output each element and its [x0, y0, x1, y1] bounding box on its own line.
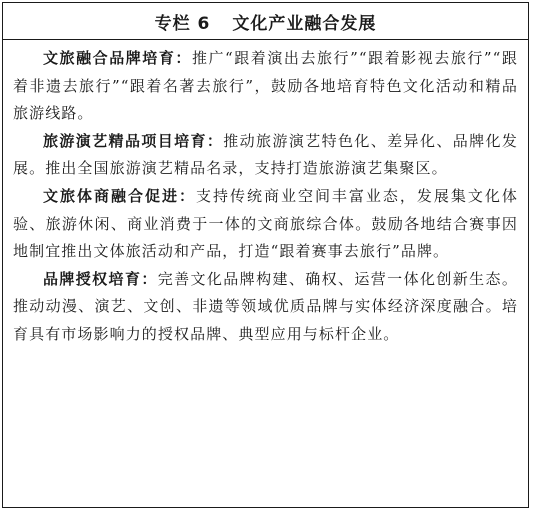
- section-heading: 旅游演艺精品项目培育：: [43, 131, 224, 150]
- section-licensing: [13, 266, 518, 349]
- section-body: 支持传统商业空间丰富业态，发展集文化体验、旅游休闲、商业消费于一体的文商旅综合体。鼓励各地结合赛事因地制宜推出文体旅活动和产品，打造“跟着赛事去旅行”品牌。: [13, 186, 518, 261]
- section-heading: 文旅融合品牌培育：: [43, 49, 192, 67]
- column-number: 专栏 6: [154, 13, 211, 34]
- column-header: [3, 3, 528, 40]
- section-heading: 文旅体商融合促进：: [43, 186, 196, 205]
- column-title: 文化产业融合发展: [232, 13, 377, 34]
- column-content: [3, 40, 528, 349]
- feature-column-box: [2, 2, 529, 508]
- section-body: 推广“跟着演出去旅行”“跟着影视去旅行”“跟着非遗去旅行”“跟着名著去旅行”，鼓励各地培育特色文化活动和精品旅游线路。: [13, 49, 518, 123]
- section-performing-arts: [13, 128, 518, 183]
- section-heading: 品牌授权培育：: [43, 269, 158, 288]
- section-integration: [13, 183, 518, 266]
- section-body: 推动旅游演艺特色化、差异化、品牌化发展。推出全国旅游演艺精品名录，支持打造旅游演艺集聚区。: [13, 131, 518, 178]
- section-brand-cultivation: [13, 45, 518, 128]
- section-body: 完善文化品牌构建、确权、运营一体化创新生态。推动动漫、演艺、文创、非遗等领域优质品牌与实体经济深度融合。培育具有市场影响力的授权品牌、典型应用与标杆企业。: [13, 269, 519, 343]
